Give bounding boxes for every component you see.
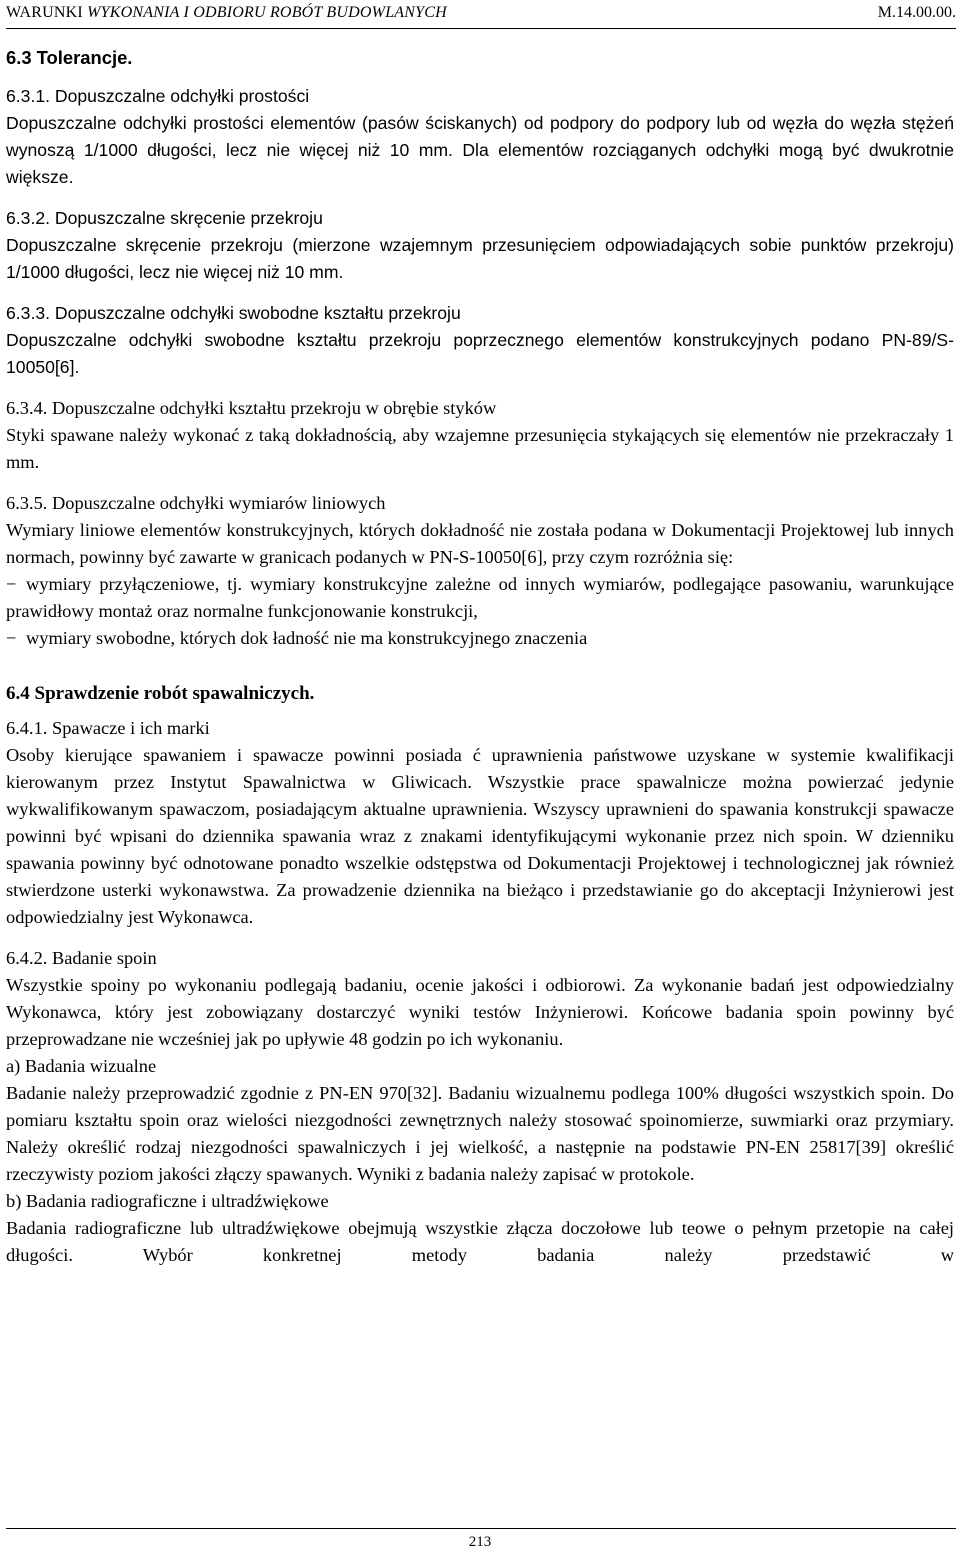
- s641-title: 6.4.1. Spawacze i ich marki: [6, 718, 210, 738]
- s631-body: Dopuszczalne odchyłki prostości elementów (pasów ściskanych) od podpory do podpory lub od węzła do węzła stężeń wynoszą 1/1000 długości, lecz nie więcej niż 10 mm. Dla elementów rozciąganych odchyłki mogą być dwukrotnie większe.: [6, 113, 954, 187]
- s642-b-body: Badania radiograficzne lub ultradźwiękowe obejmują wszystkie złącza doczołowe lub teowe o pełnym przetopie na całej długości. Wybór konkretnej metody badania należy przedstawić w: [6, 1218, 954, 1265]
- s634-title: 6.3.4. Dopuszczalne odchyłki kształtu przekroju w obrębie styków: [6, 398, 497, 418]
- s642-a-title: a) Badania wizualne: [6, 1056, 157, 1076]
- header-code: M.14.00.00.: [877, 4, 956, 21]
- section-6-4-title: 6.4 Sprawdzenie robót spawalniczych.: [6, 683, 315, 704]
- page-number: 213: [468, 1534, 492, 1550]
- section-6-3-title: 6.3 Tolerancje.: [6, 47, 133, 68]
- dash-bullet: −: [6, 628, 17, 648]
- s633-title: 6.3.3. Dopuszczalne odchyłki swobodne kształtu przekroju: [6, 303, 461, 323]
- s632-body: Dopuszczalne skręcenie przekroju (mierzone wzajemnym przesunięciem odpowiadających sobie punktów przekroju) 1/1000 długości, lecz nie więcej niż 10 mm.: [6, 235, 954, 282]
- s642-a-body: Badanie należy przeprowadzić zgodnie z PN-EN 970[32]. Badaniu wizualnemu podlega 100% długości wszystkich spoin. Do pomiaru kształtu spoin oraz wielości niezgodności zewnętrznych należy stosować spoinomierze, suwmiarki oraz przymiary. Należy określić rodzaj niezgodności spawalniczych i jej wielkość, a następnie na podstawie PN-EN 25817[39] określić rzeczywisty poziom jakości złączy spawanych. Wyniki z badania należy zapisać w protokole.: [6, 1083, 954, 1184]
- s642-b-title: b) Badania radiograficzne i ultradźwiękowe: [6, 1191, 329, 1211]
- header-title-b: WYKONANIA I ODBIORU ROBÓT BUDOWLANYCH: [87, 4, 447, 21]
- header-title-a: WARUNKI: [6, 4, 83, 21]
- s633-body: Dopuszczalne odchyłki swobodne kształtu przekroju poprzecznego elementów konstrukcyjnych podano PN-89/S-10050[6].: [6, 330, 954, 377]
- s635-body: Wymiary liniowe elementów konstrukcyjnych, których dokładność nie została podana w Dokumentacji Projektowej lub innych normach, powinny być zawarte w granicach podanych w PN-S-10050[6], przy czym rozróżnia się:: [6, 520, 954, 567]
- s635-list-item-1: [6, 571, 954, 625]
- s635-title: 6.3.5. Dopuszczalne odchyłki wymiarów liniowych: [6, 493, 386, 513]
- document-body: [6, 44, 954, 1269]
- page-header: [6, 0, 956, 29]
- s631-title: 6.3.1. Dopuszczalne odchyłki prostości: [6, 86, 310, 106]
- footer-divider: [6, 1528, 956, 1529]
- s635-item1-text: wymiary przyłączeniowe, tj. wymiary konstrukcyjne zależne od innych wymiarów, podlegające pasowaniu, warunkujące prawidłowy montaż oraz normalne funkcjonowanie konstrukcji,: [6, 574, 954, 621]
- header-title: [6, 4, 447, 22]
- dash-bullet: −: [6, 574, 17, 594]
- s642-body: Wszystkie spoiny po wykonaniu podlegają badaniu, ocenie jakości i odbiorowi. Za wykonanie badań jest odpowiedzialny Wykonawca, który jest zobowiązany dostarczyć wyniki testów Inżynierowi. Końcowe badania spoin powinny być przeprowadzane nie wcześniej jak po upływie 48 godzin po ich wykonaniu.: [6, 975, 954, 1049]
- s634-body: Styki spawane należy wykonać z taką dokładnością, aby wzajemne przesunięcia stykających się elementów nie przekraczały 1 mm.: [6, 425, 954, 472]
- s641-body: Osoby kierujące spawaniem i spawacze powinni posiada ć uprawnienia państwowe uzyskane w systemie kwalifikacji kierowanym przez Instytut Spawalnictwa w Gliwicach. Wszystkie prace spawalnicze można powierzać jedynie wykwalifikowanym spawaczom, posiadającym aktualne uprawnienia. Wszyscy uprawnieni do spawania konstrukcji spawacze powinni być wpisani do dziennika spawania wraz z znakami identyfikującymi wykonanie przez nich spoin. W dzienniku spawania powinny być odnotowane ponadto wszelkie odstępstwa od Dokumentacji Projektowej i technologicznej jak również stwierdzone usterki wykonawstwa. Za prowadzenie dziennika na bieżąco i przedstawianie go do akceptacji Inżynierowi jest odpowiedzialny jest Wykonawca.: [6, 745, 954, 927]
- s635-list-item-2: [6, 625, 954, 652]
- s635-item2-text: wymiary swobodne, których dok ładność nie ma konstrukcyjnego znaczenia: [26, 628, 588, 648]
- s642-title: 6.4.2. Badanie spoin: [6, 948, 157, 968]
- s632-title: 6.3.2. Dopuszczalne skręcenie przekroju: [6, 208, 323, 228]
